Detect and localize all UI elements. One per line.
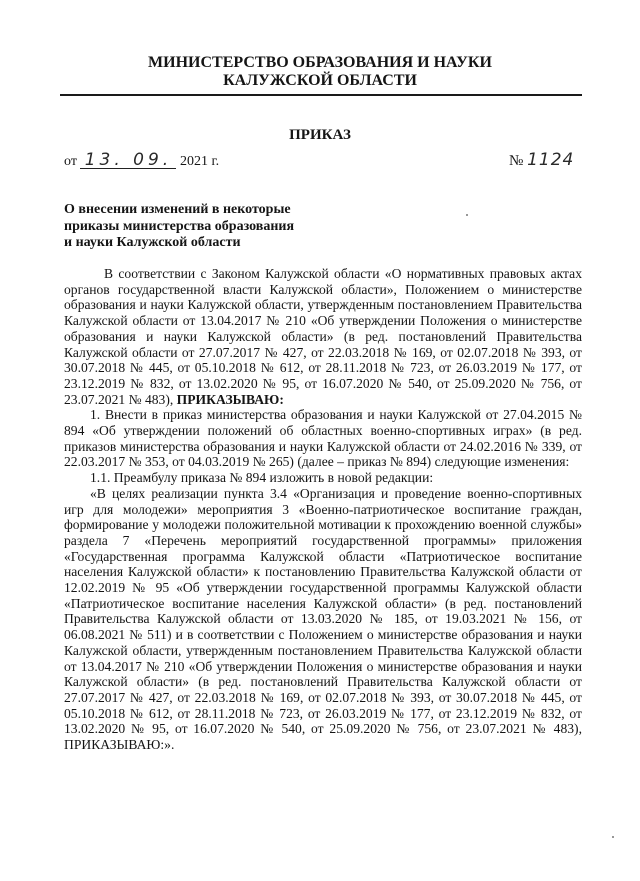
decree-word: ПРИКАЗЫВАЮ: — [176, 391, 284, 407]
body-paragraph-4: «В целях реализации пункта 3.4 «Организация и проведение военно-спортивных игр для молодежи» мероприятия 3 «Военно-патриотическое воспитание граждан, формирование у молодежи положительной мотивации к прохождению военной службы» раздела 7 «Перечень мероприятий государственной программы» приложения «Государственная программа Калужской области «Патриотическое воспитание населения Калужской области» к постановлению Правительства Калужской области от 12.02.2019 № 95 «Об утверждении государственной программы Калужской области «Патриотическое воспитание населения Калужской области» (в ред. постановлений Правительства Калужской области от 13.03.2020 № 185, от 19.03.2021 № 156, от 06.08.2021 № 511) и в соответствии с Положением о министерстве образования и науки Калужской области, утвержденным постановлением Правительства Калужской области от 13.04.2017 № 210 «Об утверждении Положения о министерстве образования и науки Калужской области» (в ред. постановлений Правительства Калужской области от 27.07.2017 № 427, от 22.03.2018 № 169, от 02.07.2018 № 393, от 30.07.2018 № 445, от 05.10.2018 № 612, от 28.11.2018 № 723, от 26.03.2019 № 177, от 23.12.2019 № 832, от 13.02.2020 № 95, от 16.07.2020 № 540, от 25.09.2020 № 756, от 23.07.2021 № 483), ПРИКАЗЫВАЮ:». — [64, 485, 582, 753]
paragraph-1-text: В соответствии с Законом Калужской области «О нормативных правовых актах органов государственной власти Калужской области», Положением о министерстве образования и науки Калужской области, утвержденным постановлением Правительства Калужской области от 13.04.2017 № 210 «Об утверждении Положения о министерстве образования и науки Калужской области» (в ред. постановлений Правительства Калужской области от 27.07.2017 № 427, от 22.03.2018 № 169, от 02.07.2018 № 393, от 30.07.2018 № 445, от 05.10.2018 № 612, от 28.11.2018 № 723, от 26.03.2019 № 177, от 23.12.2019 № 832, от 13.02.2020 № 95, от 16.07.2020 № 540, от 25.09.2020 № 756, от 23.07.2021 № 483), — [64, 266, 582, 407]
order-subject — [64, 202, 314, 252]
body-paragraph-2: 1. Внести в приказ министерства образования и науки Калужской от 27.04.2015 № 894 «Об утверждении положений об областных военно-спортивных играх» (в ред. приказов министерства образования и науки Калужской области от 24.02.2016 № 339, от 22.03.2017 № 353, от 04.03.2019 № 265) (далее – приказ № 894) следующие изменения: — [64, 407, 582, 470]
number-prefix: № — [509, 153, 524, 169]
subject-line-3: и науки Калужской области — [64, 235, 241, 250]
header-divider — [60, 94, 582, 96]
date-year: 2021 г. — [179, 154, 220, 169]
body-paragraph-1 — [64, 266, 582, 407]
scan-speck — [612, 836, 614, 838]
subject-line-2: приказы министерства образования — [64, 218, 295, 234]
handwritten-number: 1124 — [527, 150, 575, 170]
subject-line-1: О внесении изменений в некоторые — [64, 202, 291, 217]
header-line-2: КАЛУЖСКОЙ ОБЛАСТИ — [223, 72, 417, 89]
date-prefix: от — [64, 154, 77, 169]
ministry-header — [60, 54, 580, 90]
body-paragraph-3: 1.1. Преамбулу приказа № 894 изложить в новой редакции: — [90, 470, 434, 486]
order-body — [64, 266, 582, 753]
header-line-1: МИНИСТЕРСТВО ОБРАЗОВАНИЯ И НАУКИ — [148, 54, 492, 71]
scan-speck — [466, 214, 468, 216]
handwritten-date: 13. 09. — [80, 152, 176, 169]
order-title: ПРИКАЗ — [289, 127, 351, 143]
order-number — [509, 150, 574, 170]
order-date — [64, 152, 219, 170]
